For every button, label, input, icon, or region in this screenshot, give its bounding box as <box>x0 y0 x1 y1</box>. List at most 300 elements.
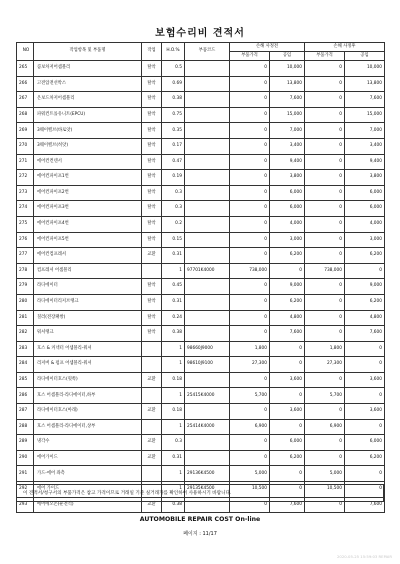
row-after-labor: 7,000 <box>345 123 385 139</box>
row-work: 탈착 <box>142 185 162 201</box>
row-after-part-price: 0 <box>305 216 345 232</box>
row-before-labor: 0 <box>270 388 305 404</box>
row-item: 라디에이터 <box>34 279 142 295</box>
row-after-part-price: 0 <box>305 170 345 186</box>
row-item: 에어컨파이프4번 <box>34 216 142 232</box>
row-work: 탈착 <box>142 61 162 77</box>
row-after-labor: 3,600 <box>345 372 385 388</box>
row-part-code <box>185 232 230 248</box>
row-item: 라디에이터호스(아래) <box>34 404 142 420</box>
row-part-code <box>185 92 230 108</box>
row-part-code <box>185 201 230 217</box>
row-no: 279 <box>17 279 34 295</box>
row-no: 291 <box>17 466 34 482</box>
table-row <box>17 466 385 482</box>
row-after-labor: 13,800 <box>345 76 385 92</box>
row-part-code: 98660J9000 <box>185 341 230 357</box>
table-row <box>17 419 385 435</box>
row-before-part-price: 0 <box>230 170 270 186</box>
row-before-labor: 0 <box>270 466 305 482</box>
table-row <box>17 294 385 310</box>
row-item: 에어가이드 <box>34 450 142 466</box>
row-hours: 0.3 <box>162 185 185 201</box>
row-part-code <box>185 61 230 77</box>
row-after-part-price: 10,500 <box>305 482 345 498</box>
row-no: 278 <box>17 263 34 279</box>
row-item: 에어컨파이프5번 <box>34 232 142 248</box>
row-no: 276 <box>17 232 34 248</box>
table-row <box>17 357 385 373</box>
row-hours: 0.19 <box>162 170 185 186</box>
row-work: 교환 <box>142 248 162 264</box>
row-before-labor: 15,000 <box>270 107 305 123</box>
row-hours: 0.31 <box>162 294 185 310</box>
row-work: 탈착 <box>142 138 162 154</box>
row-part-code <box>185 138 230 154</box>
row-after-labor: 10,000 <box>345 61 385 77</box>
row-no: 281 <box>17 310 34 326</box>
row-part-code <box>185 294 230 310</box>
page-number: 페이지 : 11/17 <box>183 531 217 537</box>
row-part-code <box>185 107 230 123</box>
price-notice: 이 견적서/청구서의 부품가격은 참고 가격이므로 거래일 기준 실거래가를 확인하여 사용하시기 바랍니다. <box>16 484 384 502</box>
row-item: 온보드차저어셈블리 <box>34 92 142 108</box>
row-after-part-price: 0 <box>305 326 345 342</box>
row-hours: 0.31 <box>162 248 185 264</box>
print-watermark: 2020-05-25 15:59:03 REPAIR <box>337 554 392 559</box>
table-row <box>17 232 385 248</box>
row-after-labor: 3,000 <box>345 232 385 248</box>
row-work: 교환 <box>142 450 162 466</box>
row-after-labor: 9,000 <box>345 279 385 295</box>
row-work: 교환 <box>142 404 162 420</box>
header-before-labor: 공임 <box>270 52 305 61</box>
table-row <box>17 92 385 108</box>
row-no: 269 <box>17 123 34 139</box>
row-work: 탈착 <box>142 170 162 186</box>
row-before-labor: 6,000 <box>270 185 305 201</box>
row-before-part-price: 0 <box>230 185 270 201</box>
row-before-labor: 7,000 <box>270 123 305 139</box>
row-before-part-price: 0 <box>230 107 270 123</box>
row-no: 282 <box>17 326 34 342</box>
row-before-labor: 3,000 <box>270 232 305 248</box>
row-after-part-price: 0 <box>305 154 345 170</box>
row-part-code <box>185 76 230 92</box>
row-no: 267 <box>17 92 34 108</box>
row-after-labor: 7,600 <box>345 326 385 342</box>
row-before-part-price: 0 <box>230 310 270 326</box>
row-no: 266 <box>17 76 34 92</box>
row-part-code <box>185 326 230 342</box>
row-no: 292 <box>17 482 34 498</box>
row-before-labor: 4,800 <box>270 310 305 326</box>
row-after-labor: 15,000 <box>345 107 385 123</box>
row-after-labor: 7,600 <box>345 497 385 513</box>
row-after-part-price: 0 <box>305 279 345 295</box>
row-after-labor: 0 <box>345 263 385 279</box>
row-before-labor: 6,000 <box>270 435 305 451</box>
row-before-labor: 6,200 <box>270 294 305 310</box>
row-after-labor: 6,200 <box>345 294 385 310</box>
row-after-part-price: 0 <box>305 450 345 466</box>
row-after-labor: 4,000 <box>345 216 385 232</box>
row-before-labor: 6,200 <box>270 450 305 466</box>
row-item: 에어컨파이프1번 <box>34 170 142 186</box>
header-part-code: 부품코드 <box>185 43 230 61</box>
row-no: 285 <box>17 372 34 388</box>
row-before-part-price: 5,000 <box>230 466 270 482</box>
row-part-code: 25415K4000 <box>185 388 230 404</box>
row-after-part-price: 0 <box>305 61 345 77</box>
row-work: 탈착 <box>142 279 162 295</box>
table-row <box>17 341 385 357</box>
row-no: 288 <box>17 419 34 435</box>
row-after-part-price: 0 <box>305 76 345 92</box>
row-hours: 0.75 <box>162 107 185 123</box>
row-part-code <box>185 123 230 139</box>
row-before-part-price: 0 <box>230 497 270 513</box>
row-before-part-price: 0 <box>230 154 270 170</box>
row-after-labor: 0 <box>345 482 385 498</box>
row-before-labor: 10,000 <box>270 61 305 77</box>
row-before-part-price: 0 <box>230 138 270 154</box>
row-hours: 1 <box>162 419 185 435</box>
row-before-part-price: 0 <box>230 76 270 92</box>
row-after-part-price: 0 <box>305 497 345 513</box>
row-hours: 0.2 <box>162 216 185 232</box>
row-work: 탈착 <box>142 76 162 92</box>
row-part-code: 29136K4500 <box>185 466 230 482</box>
row-part-code <box>185 248 230 264</box>
row-work <box>142 388 162 404</box>
row-hours: 0.3 <box>162 435 185 451</box>
row-no: 275 <box>17 216 34 232</box>
row-after-labor: 0 <box>345 388 385 404</box>
table-row <box>17 372 385 388</box>
row-hours: 0.15 <box>162 232 185 248</box>
table-row <box>17 61 385 77</box>
row-work <box>142 466 162 482</box>
table-row <box>17 138 385 154</box>
row-part-code <box>185 154 230 170</box>
row-item: 컴프레셔 어셈블리 <box>34 263 142 279</box>
header-after-part-price: 부품가격 <box>305 52 345 61</box>
row-after-part-price: 0 <box>305 232 345 248</box>
row-item: 3웨이밸브(바로앗) <box>34 123 142 139</box>
row-no: 293 <box>17 497 34 513</box>
row-before-labor: 6,000 <box>270 201 305 217</box>
table-row <box>17 123 385 139</box>
table-row <box>17 185 385 201</box>
row-hours: 0.38 <box>162 326 185 342</box>
row-item: 파워컨트롤유니트(EPCU) <box>34 107 142 123</box>
row-after-part-price: 738,000 <box>305 263 345 279</box>
table-row <box>17 450 385 466</box>
row-before-part-price: 0 <box>230 123 270 139</box>
table-row <box>17 248 385 264</box>
document-title: 보험수리비 견적서 <box>155 28 245 39</box>
row-hours: 0.35 <box>162 123 185 139</box>
table-row <box>17 216 385 232</box>
row-part-code <box>185 435 230 451</box>
row-before-part-price: 6,900 <box>230 419 270 435</box>
row-no: 290 <box>17 450 34 466</box>
row-work <box>142 419 162 435</box>
row-before-part-price: 0 <box>230 294 270 310</box>
row-item: 에어 가이드 <box>34 482 142 498</box>
row-before-part-price: 5,700 <box>230 388 270 404</box>
row-item: 에어에오콘(운전석) <box>34 497 142 513</box>
row-part-code: 98610J9100 <box>185 357 230 373</box>
row-work: 탈착 <box>142 201 162 217</box>
row-item: 고전압전선박스 <box>34 76 142 92</box>
estimate-table <box>16 42 385 513</box>
row-after-labor: 0 <box>345 341 385 357</box>
row-part-code <box>185 185 230 201</box>
table-row <box>17 326 385 342</box>
row-after-labor: 0 <box>345 466 385 482</box>
row-after-part-price: 5,700 <box>305 388 345 404</box>
row-after-part-price: 0 <box>305 404 345 420</box>
row-item: 라디에이터호스(윗쪽) <box>34 372 142 388</box>
row-after-part-price: 0 <box>305 435 345 451</box>
row-work: 탈착 <box>142 92 162 108</box>
row-no: 286 <box>17 388 34 404</box>
row-hours: 0.45 <box>162 279 185 295</box>
row-before-part-price: 738,000 <box>230 263 270 279</box>
row-before-labor: 0 <box>270 482 305 498</box>
row-before-part-price: 0 <box>230 201 270 217</box>
header-no: NO <box>17 43 34 61</box>
row-no: 270 <box>17 138 34 154</box>
row-work: 탈착 <box>142 154 162 170</box>
row-item: 가드-에어 좌측 <box>34 466 142 482</box>
row-before-labor: 9,000 <box>270 279 305 295</box>
row-item: 3웨이밸브(히앗) <box>34 138 142 154</box>
row-part-code <box>185 216 230 232</box>
row-before-labor: 7,600 <box>270 92 305 108</box>
row-before-part-price: 0 <box>230 326 270 342</box>
row-part-code <box>185 450 230 466</box>
row-no: 283 <box>17 341 34 357</box>
table-row <box>17 310 385 326</box>
row-part-code <box>185 372 230 388</box>
row-before-labor: 3,800 <box>270 170 305 186</box>
row-item: 콤보차저어셈블리 <box>34 61 142 77</box>
row-hours: 0.18 <box>162 404 185 420</box>
row-no: 274 <box>17 201 34 217</box>
row-before-labor: 4,000 <box>270 216 305 232</box>
header-item: 작업항목 및 부품명 <box>34 43 142 61</box>
row-after-part-price: 0 <box>305 123 345 139</box>
row-after-labor: 6,000 <box>345 201 385 217</box>
row-after-labor: 4,800 <box>345 310 385 326</box>
row-no: 273 <box>17 185 34 201</box>
estimate-rows <box>17 61 385 513</box>
row-item: 에어컨파이프3번 <box>34 201 142 217</box>
row-item: 라디에이터리저브탱크 <box>34 294 142 310</box>
row-part-code: 25414K4000 <box>185 419 230 435</box>
row-before-part-price: 0 <box>230 92 270 108</box>
row-before-labor: 3,600 <box>270 404 305 420</box>
row-hours: 0.38 <box>162 497 185 513</box>
header-before-assessment: 손해 사정전 <box>230 43 305 52</box>
row-after-labor: 6,200 <box>345 450 385 466</box>
row-after-part-price: 0 <box>305 185 345 201</box>
row-work <box>142 357 162 373</box>
row-after-part-price: 0 <box>305 248 345 264</box>
row-before-part-price: 27,300 <box>230 357 270 373</box>
row-no: 287 <box>17 404 34 420</box>
row-before-part-price: 0 <box>230 450 270 466</box>
row-no: 271 <box>17 154 34 170</box>
row-before-labor: 0 <box>270 263 305 279</box>
row-work: 탈착 <box>142 310 162 326</box>
row-hours: 0.17 <box>162 138 185 154</box>
table-row <box>17 76 385 92</box>
row-after-part-price: 0 <box>305 201 345 217</box>
row-work: 교환 <box>142 372 162 388</box>
row-hours: 1 <box>162 341 185 357</box>
table-row <box>17 170 385 186</box>
row-after-labor: 6,000 <box>345 435 385 451</box>
header-after-assessment: 손해 사정후 <box>305 43 385 52</box>
row-after-labor: 0 <box>345 419 385 435</box>
row-hours: 0.5 <box>162 61 185 77</box>
row-after-labor: 9,400 <box>345 154 385 170</box>
header-after-labor: 공임 <box>345 52 385 61</box>
row-after-part-price: 1,800 <box>305 341 345 357</box>
row-work <box>142 263 162 279</box>
row-before-labor: 13,800 <box>270 76 305 92</box>
row-no: 268 <box>17 107 34 123</box>
row-after-part-price: 0 <box>305 138 345 154</box>
row-before-part-price: 0 <box>230 216 270 232</box>
row-no: 280 <box>17 294 34 310</box>
row-before-labor: 3,600 <box>270 372 305 388</box>
row-after-labor: 6,200 <box>345 248 385 264</box>
row-item: 칠러(전장패쌍) <box>34 310 142 326</box>
row-hours: 0.69 <box>162 76 185 92</box>
row-item: 워셔탱크 <box>34 326 142 342</box>
row-after-labor: 6,000 <box>345 185 385 201</box>
row-hours: 0.18 <box>162 372 185 388</box>
row-work: 탈착 <box>142 232 162 248</box>
table-row <box>17 404 385 420</box>
row-after-part-price: 0 <box>305 294 345 310</box>
row-hours: 0.3 <box>162 201 185 217</box>
row-hours: 0.47 <box>162 154 185 170</box>
row-before-labor: 9,400 <box>270 154 305 170</box>
table-row <box>17 388 385 404</box>
row-before-part-price: 0 <box>230 232 270 248</box>
row-item: 에어컨컴프레셔 <box>34 248 142 264</box>
row-no: 289 <box>17 435 34 451</box>
row-work: 탈착 <box>142 326 162 342</box>
row-work <box>142 341 162 357</box>
row-before-labor: 0 <box>270 357 305 373</box>
header-work: 작업 <box>142 43 162 61</box>
row-no: 272 <box>17 170 34 186</box>
header-before-part-price: 부품가격 <box>230 52 270 61</box>
row-after-part-price: 0 <box>305 310 345 326</box>
footer-title: AUTOMOBILE REPAIR COST On-line <box>139 516 261 523</box>
row-work: 탈착 <box>142 123 162 139</box>
row-hours: 0.24 <box>162 310 185 326</box>
row-after-part-price: 6,900 <box>305 419 345 435</box>
row-before-labor: 0 <box>270 341 305 357</box>
row-work: 교환 <box>142 435 162 451</box>
row-after-part-price: 0 <box>305 92 345 108</box>
row-before-part-price: 0 <box>230 248 270 264</box>
row-item: 호스 어셈블리-라디에이터,상부 <box>34 419 142 435</box>
row-after-labor: 3,600 <box>345 404 385 420</box>
row-before-labor: 7,600 <box>270 326 305 342</box>
row-work: 교환 <box>142 497 162 513</box>
row-hours: 1 <box>162 482 185 498</box>
row-hours: 1 <box>162 388 185 404</box>
row-work: 탈착 <box>142 107 162 123</box>
table-row <box>17 201 385 217</box>
row-item: 에어컨컨덴서 <box>34 154 142 170</box>
row-part-code <box>185 170 230 186</box>
row-hours: 1 <box>162 357 185 373</box>
row-item: 호스 어셈블리-라디에이터,하부 <box>34 388 142 404</box>
row-hours: 0.31 <box>162 450 185 466</box>
table-row <box>17 263 385 279</box>
row-item: 냉각수 <box>34 435 142 451</box>
row-no: 284 <box>17 357 34 373</box>
row-hours: 1 <box>162 263 185 279</box>
row-no: 277 <box>17 248 34 264</box>
row-before-part-price: 1,800 <box>230 341 270 357</box>
row-after-labor: 0 <box>345 357 385 373</box>
table-row <box>17 279 385 295</box>
row-before-part-price: 10,500 <box>230 482 270 498</box>
row-no: 265 <box>17 61 34 77</box>
row-before-labor: 6,200 <box>270 248 305 264</box>
row-before-part-price: 0 <box>230 279 270 295</box>
row-part-code: 29135K4500 <box>185 482 230 498</box>
row-after-part-price: 27,300 <box>305 357 345 373</box>
row-hours: 0.38 <box>162 92 185 108</box>
row-part-code <box>185 279 230 295</box>
row-work: 탈착 <box>142 294 162 310</box>
row-before-labor: 0 <box>270 419 305 435</box>
row-item: 에어컨파이프2번 <box>34 185 142 201</box>
row-hours: 1 <box>162 466 185 482</box>
row-before-labor: 3,400 <box>270 138 305 154</box>
row-before-part-price: 0 <box>230 372 270 388</box>
row-item: 리저버 & 펌프 어셈블리-워셔 <box>34 357 142 373</box>
row-after-part-price: 5,000 <box>305 466 345 482</box>
table-row <box>17 154 385 170</box>
row-after-labor: 7,600 <box>345 92 385 108</box>
row-part-code <box>185 310 230 326</box>
row-before-part-price: 0 <box>230 435 270 451</box>
row-before-labor: 7,600 <box>270 497 305 513</box>
row-after-labor: 3,800 <box>345 170 385 186</box>
table-row <box>17 107 385 123</box>
header-hours: H.O.% <box>162 43 185 61</box>
row-part-code <box>185 404 230 420</box>
row-item: 호스 & 커넥터 어셈블리-워셔 <box>34 341 142 357</box>
row-work: 탈착 <box>142 216 162 232</box>
row-before-part-price: 0 <box>230 404 270 420</box>
row-part-code: 97701K4000 <box>185 263 230 279</box>
row-after-labor: 3,400 <box>345 138 385 154</box>
